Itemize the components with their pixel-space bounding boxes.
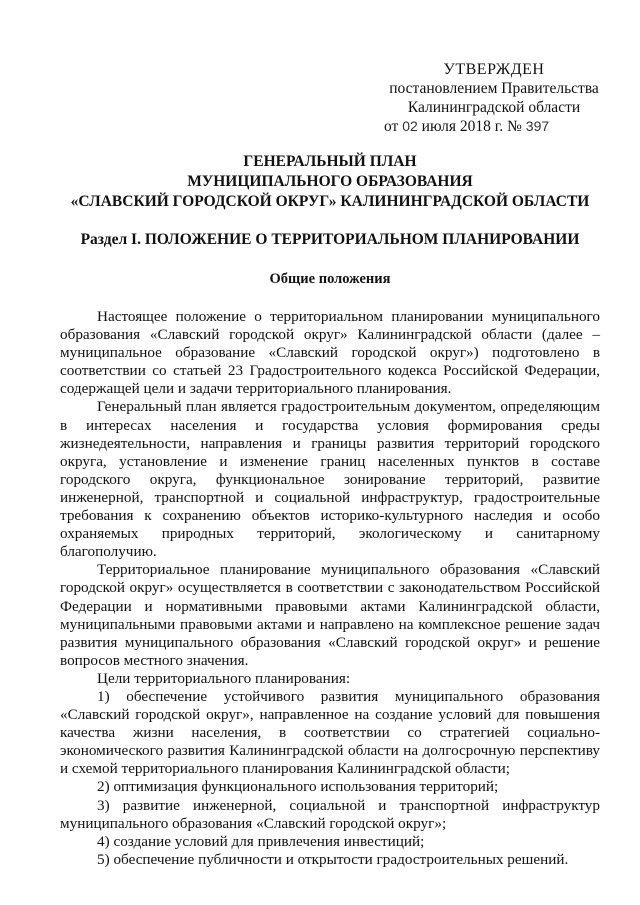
document-body — [60, 308, 600, 869]
goal-item: 5) обеспечение публичности и открытости градостроительных решений. — [97, 850, 569, 868]
paragraph: Территориальное планирование муниципального образования «Славский городской округ» осуществляется в соответствии с законодательством Российской Федерации и нормативными правовыми актами Калининградской области, муниципальными правовыми актами и направлено на комплексное решение задач развития муниципального образования «Славский городской округ» и решение вопросов местного значения. — [60, 561, 600, 669]
approval-number: 397 — [525, 118, 550, 134]
title-line-2: МУНИЦИПАЛЬНОГО ОБРАЗОВАНИЯ — [187, 173, 473, 190]
paragraph: Настоящее положение о территориальном планировании муниципального образования «Славский городской округ» Калининградской области (далее – муниципальное образование «Славский городской округ») подготовлено в соответствии со статьей 23 Градостроительного кодекса Российской Федерации, содержащей цели и задачи территориального планирования. — [60, 308, 600, 398]
approval-date-rest: июля 2018 г. № — [421, 118, 522, 135]
approval-stamp: УТВЕРЖДЕН — [443, 61, 545, 78]
goal-item: 2) оптимизация функционального использования территорий; — [97, 778, 499, 796]
document-title — [40, 152, 620, 212]
goal-item: 3) развитие инженерной, социальной и транспортной инфраструктур муниципального образования «Славский городской округ»; — [60, 796, 600, 832]
subsection-heading: Общие положения — [269, 271, 391, 287]
paragraph: Цели территориального планирования: — [97, 669, 351, 687]
approval-block — [384, 60, 604, 136]
title-line-3: «СЛАВСКИЙ ГОРОДСКОЙ ОКРУГ» КАЛИНИНГРАДСКОЙ ОБЛАСТИ — [70, 193, 590, 210]
approval-date-line — [384, 117, 604, 136]
goal-item: 4) создание условий для привлечения инвестиций; — [97, 832, 425, 850]
goal-item: 1) обеспечение устойчивого развития муниципального образования «Славский городской округ», направленное на создание условий для повышения качества жизни населения, в соответствии со стратегией социально-экономического развития Калининградской области на долгосрочную перспективу и схемой территориального планирования Калининградской области; — [60, 687, 600, 778]
section-heading: Раздел I. ПОЛОЖЕНИЕ О ТЕРРИТОРИАЛЬНОМ ПЛАНИРОВАНИИ — [80, 231, 580, 248]
approval-line-2: Калининградской области — [407, 99, 581, 116]
approval-date-prefix: от — [384, 118, 399, 135]
approval-date-day: 02 — [402, 118, 418, 134]
paragraph: Генеральный план является градостроительным документом, определяющим в интересах населения и государства условия формирования среды жизнедеятельности, направления и границы развития территорий городского округа, установление и изменение границ населенных пунктов в составе городского округа, функциональное зонирование территорий, развитие инженерной, транспортной и социальной инфраструктур, градостроительные требования к сохранению объектов историко-культурного наследия и особо охраняемых природных территорий, экологическому и санитарному благополучию. — [60, 398, 600, 561]
approval-line-1: постановлением Правительства — [389, 80, 599, 97]
title-line-1: ГЕНЕРАЛЬНЫЙ ПЛАН — [243, 153, 417, 170]
